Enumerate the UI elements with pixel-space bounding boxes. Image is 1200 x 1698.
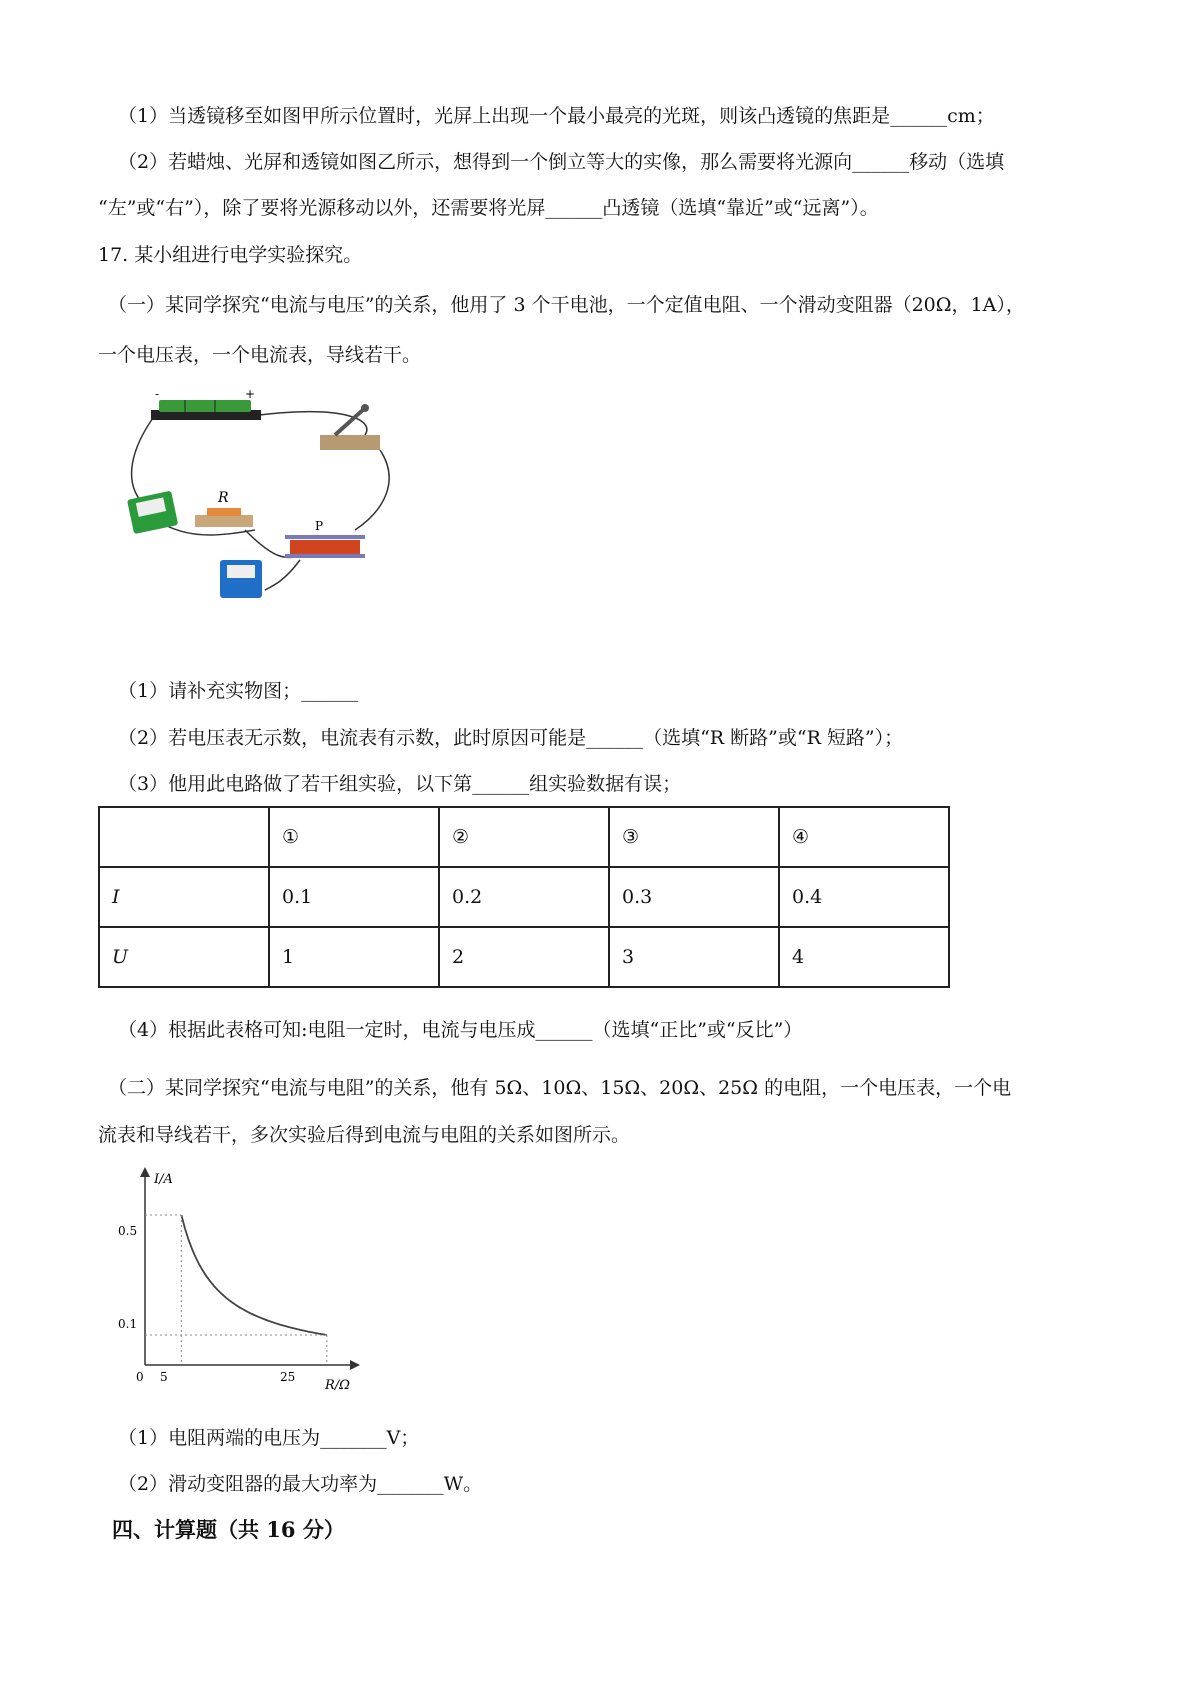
battery-icon [151,400,261,420]
circuit-diagram [125,390,425,640]
q17-intro1-line1: （一）某同学探究“电流与电压”的关系，他用了 3 个干电池，一个定值电阻、一个滑动变阻器（20Ω，1A）， [108,294,1025,316]
q17-1-sub4: （4）根据此表格可知:电阻一定时，电流与电压成______（选填“正比”或“反比”） [118,1019,803,1041]
y-tick-label: 0.1 [118,1317,138,1331]
q17-title: 17. 某小组进行电学实验探究。 [98,244,363,266]
table-cell: 0.3 [609,867,779,927]
q17-intro2-line1: （二）某同学探究“电流与电阻”的关系，他有 5Ω、10Ω、15Ω、20Ω、25Ω 的电阻，一个电压表，一个电 [108,1077,1012,1099]
table-cell: ③ [609,807,779,867]
table-cell: ① [269,807,439,867]
table-cell: 0.4 [779,867,949,927]
q17-1-sub2: （2）若电压表无示数，电流表有示数，此时原因可能是______（选填“R 断路”或“R 短路”）； [118,727,904,749]
experiment-table [98,806,950,988]
q17-intro1-line2: 一个电压表，一个电流表，导线若干。 [98,344,422,366]
table-row [99,927,949,987]
y-axis-label: I/A [154,1172,173,1187]
x-tick-label: 5 [160,1370,168,1384]
table-cell: 2 [439,927,609,987]
table-header-row [99,807,949,867]
table-row-label: U [99,927,269,987]
rheostat-icon [285,535,365,558]
table-cell: 0.1 [269,867,439,927]
x-tick-label: 25 [280,1370,296,1384]
battery-minus-label: - [155,390,160,401]
table-cell: 0.2 [439,867,609,927]
q17-1-sub3: （3）他用此电路做了若干组实验，以下第______组实验数据有误； [118,773,682,795]
table-cell: 4 [779,927,949,987]
table-row-label: I [99,867,269,927]
table-cell: ② [439,807,609,867]
resistor-label: R [218,490,229,506]
series-line [181,1215,326,1335]
section-heading: 四、计算题（共 16 分） [112,1517,345,1542]
q16-part1: （1）当透镜移至如图甲所示位置时，光屏上出现一个最小最亮的光斑，则该凸透镜的焦距是______cm； [118,105,995,127]
slider-label: P [315,519,324,533]
table-cell: 3 [609,927,779,987]
q16-part2-line1: （2）若蜡烛、光屏和透镜如图乙所示，想得到一个倒立等大的实像，那么需要将光源向______移动（选填 [118,151,1005,173]
y-tick-label: 0.5 [118,1224,138,1238]
q17-2-sub2: （2）滑动变阻器的最大功率为_______W。 [118,1473,483,1495]
current-resistance-graph [110,1165,370,1395]
q17-intro2-line2: 流表和导线若干，多次实验后得到电流与电阻的关系如图所示。 [98,1124,631,1146]
origin-label: 0 [136,1370,144,1384]
table-cell [99,807,269,867]
battery-plus-label: + [245,390,256,401]
q16-part2-line2: “左”或“右”），除了要将光源移动以外，还需要将光屏______凸透镜（选填“靠近”或“远离”）。 [98,197,879,219]
table-cell: ④ [779,807,949,867]
resistor-icon [195,508,253,527]
table-cell: 1 [269,927,439,987]
voltmeter-icon [220,560,262,598]
q17-1-sub1: （1）请补充实物图；______ [118,680,359,702]
switch-icon [320,404,380,450]
q17-2-sub1: （1）电阻两端的电压为_______V； [118,1427,420,1449]
x-axis-label: R/Ω [325,1378,350,1393]
table-row [99,867,949,927]
